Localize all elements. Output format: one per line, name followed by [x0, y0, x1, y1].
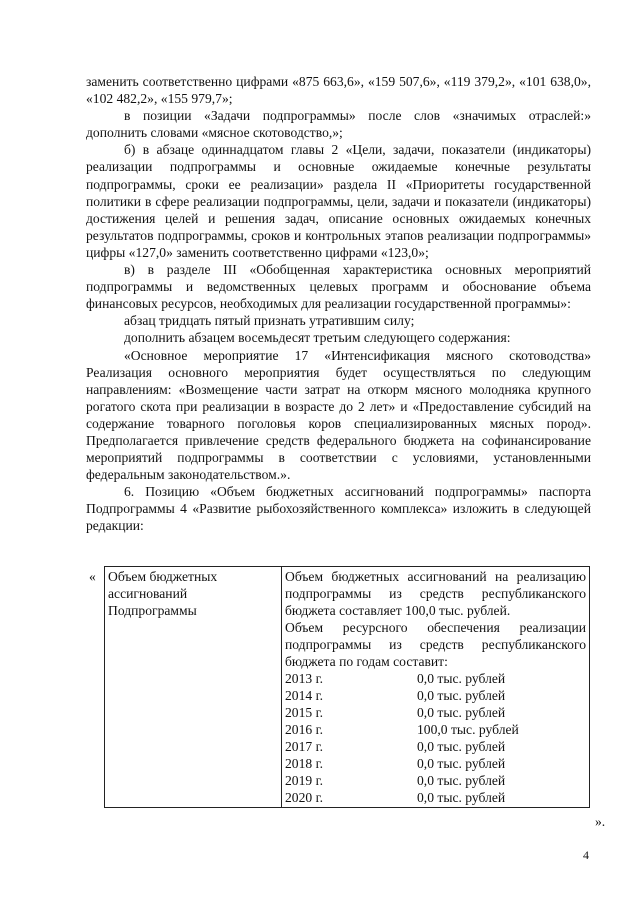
year-label: 2018 г. [285, 756, 324, 771]
paragraph-replace-figures: заменить соответственно цифрами «875 663,6», «159 507,6», «119 379,2», «101 638,0», «102 482,2», «155 979,7»; [86, 74, 591, 107]
budget-left-cell: Объем бюджетных ассигнований Подпрограммы [105, 567, 282, 808]
body-text [86, 73, 591, 535]
year-label: 2017 г. [285, 739, 324, 754]
budget-by-years-text: Объем ресурсного обеспечения реализации подпрограммы из средств республиканского бюджета по годам составит: [285, 620, 586, 669]
year-amount: 0,0 тыс. рублей [417, 671, 506, 686]
year-row [285, 721, 586, 738]
year-label: 2013 г. [285, 671, 324, 686]
year-row [285, 687, 586, 704]
paragraph-item-6: 6. Позицию «Объем бюджетных ассигнований подпрограммы» паспорта Подпрограммы 4 «Развитие рыбохозяйственного комплекса» изложить в следующей редакции: [86, 484, 591, 534]
year-row [285, 670, 586, 687]
paragraph-tasks: в позиции «Задачи подпрограммы» после слов «значимых отраслей:» дополнить словами «мясное скотоводство,»; [86, 108, 591, 141]
year-label: 2014 г. [285, 688, 324, 703]
close-quote: ». [595, 814, 606, 829]
paragraph-v: в) в разделе III «Обобщенная характеристика основных мероприятий подпрограммы и ведомственных целевых программ и обоснование объема финансовых ресурсов, необходимых для реализации государственной программы»: [86, 262, 591, 312]
budget-total-text: Объем бюджетных ассигнований на реализацию подпрограммы из средств республиканского бюджета составляет 100,0 тыс. рублей. [285, 569, 586, 618]
year-row [285, 772, 586, 789]
paragraph-main-event-17: «Основное мероприятие 17 «Интенсификация мясного скотоводства» Реализация основного мероприятия будет осуществляться по следующим направлениям: «Возмещение части затрат на откорм мясного молодняка крупного рогатого скота при реализации в возрасте до 2 лет» и «Предоставление субсидий на содержание товарного поголовья коров специализированных мясных пород». Предполагается привлечение средств федерального бюджета на софинансирование мероприятий подпрограммы в соответствии с условиями, установленными федеральным законодательством.». [86, 347, 591, 483]
year-label: 2016 г. [285, 722, 324, 737]
paragraph-repeal: абзац тридцать пятый признать утратившим силу; [124, 313, 415, 329]
paragraph-supplement: дополнить абзацем восемьдесят третьим следующего содержания: [124, 330, 511, 346]
year-label: 2015 г. [285, 705, 324, 720]
budget-right-cell [282, 567, 590, 808]
year-row [285, 704, 586, 721]
year-label: 2020 г. [285, 790, 324, 805]
year-amount: 0,0 тыс. рублей [417, 756, 506, 771]
page-number: 4 [583, 848, 589, 862]
year-amount: 0,0 тыс. рублей [417, 773, 506, 788]
open-quote: « [89, 569, 96, 584]
year-row [285, 738, 586, 755]
budget-row [105, 567, 590, 808]
year-label: 2019 г. [285, 773, 324, 788]
paragraph-b: б) в абзаце одиннадцатом главы 2 «Цели, задачи, показатели (индикаторы) реализации подпрограммы и основные ожидаемые конечные результаты подпрограммы, сроки ее реализации» раздела II «Приоритеты государственной политики в сфере реализации подпрограммы, цели, задачи и показатели (индикаторы) достижения целей и решения задач, описание основных ожидаемых конечных результатов подпрограммы, сроков и контрольных этапов реализации подпрограммы» цифры «127,0» заменить соответственно цифрами «123,0»; [86, 142, 591, 260]
year-amount: 0,0 тыс. рублей [417, 688, 506, 703]
budget-table [104, 566, 590, 808]
year-amount: 0,0 тыс. рублей [417, 705, 506, 720]
year-amount: 100,0 тыс. рублей [417, 722, 519, 737]
year-row [285, 789, 586, 806]
year-amount: 0,0 тыс. рублей [417, 790, 506, 805]
year-amount: 0,0 тыс. рублей [417, 739, 506, 754]
year-row [285, 755, 586, 772]
